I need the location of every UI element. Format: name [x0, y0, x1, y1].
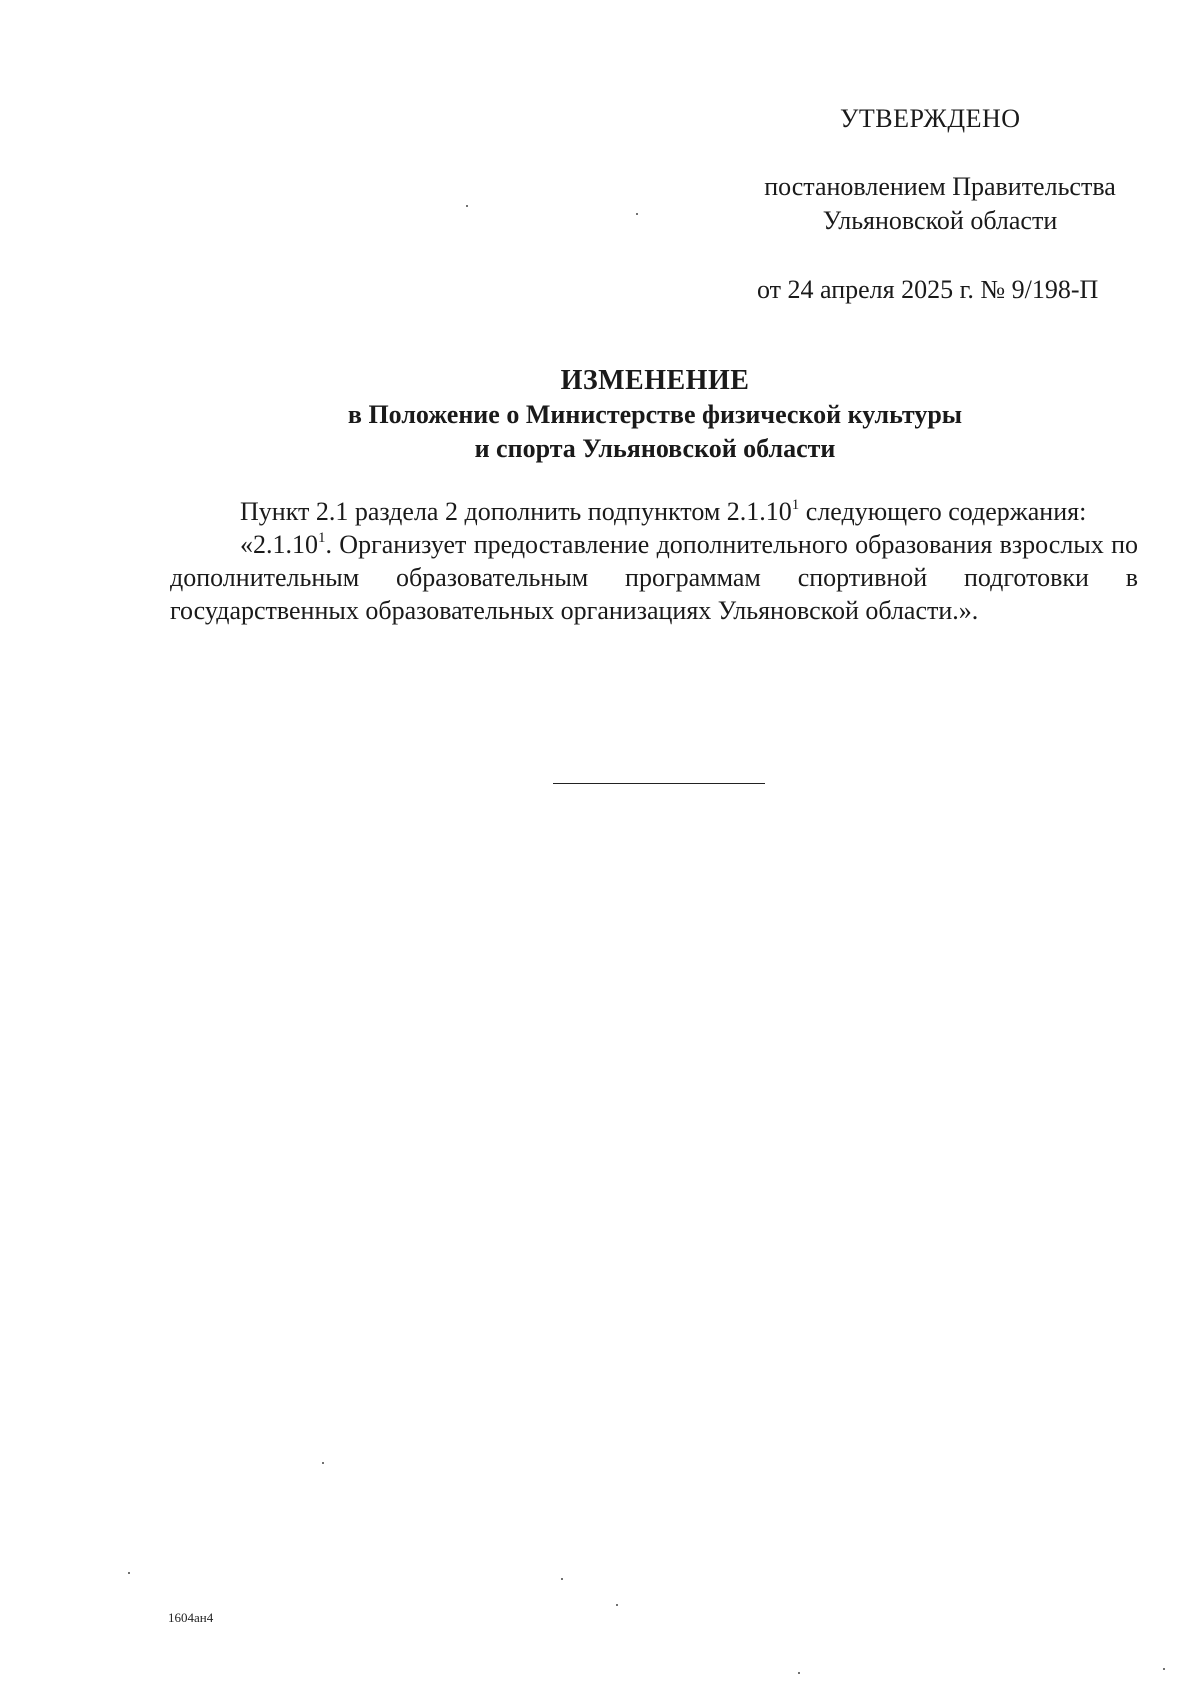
scan-speck [322, 1462, 324, 1464]
separator-line [553, 783, 765, 784]
p2-superscript: 1 [318, 530, 326, 546]
approval-authority-line1: постановлением Правительства [764, 172, 1116, 201]
document-body [170, 495, 1138, 627]
approval-label: УТВЕРЖДЕНО [840, 104, 1021, 133]
approval-date-number: от 24 апреля 2025 г. № 9/198-П [757, 275, 1099, 304]
document-heading [250, 364, 1060, 466]
p1-text-end: следующего содержания: [799, 497, 1087, 526]
scan-speck [636, 213, 638, 215]
p2-text-start: «2.1.10 [240, 530, 318, 559]
scan-speck [798, 1672, 800, 1674]
scan-speck [128, 1572, 130, 1574]
scan-speck [466, 205, 468, 207]
document-subtitle-line1: в Положение о Министерстве физической культуры [347, 400, 963, 429]
scan-speck [616, 1604, 618, 1606]
document-title: ИЗМЕНЕНИЕ [560, 365, 750, 396]
approval-authority-line2: Ульяновской области [822, 206, 1058, 235]
body-paragraph-amendment [170, 495, 1138, 528]
document-subtitle-line2: и спорта Ульяновской области [474, 434, 836, 463]
p2-text-end: . Организует предоставление дополнительного образования взрослых по дополнительным образовательным программам спортивной подготовки в государственных образовательных организациях Ульяновской области.». [170, 530, 1138, 625]
scan-speck [561, 1578, 563, 1580]
footer-document-code: 1604ан4 [168, 1610, 214, 1625]
approval-authority [740, 170, 1140, 238]
p1-superscript: 1 [791, 497, 800, 513]
scan-speck [1163, 1668, 1165, 1670]
body-paragraph-new-subitem [170, 528, 1138, 627]
p1-text-start: Пункт 2.1 раздела 2 дополнить подпунктом 2.1.10 [240, 497, 792, 526]
